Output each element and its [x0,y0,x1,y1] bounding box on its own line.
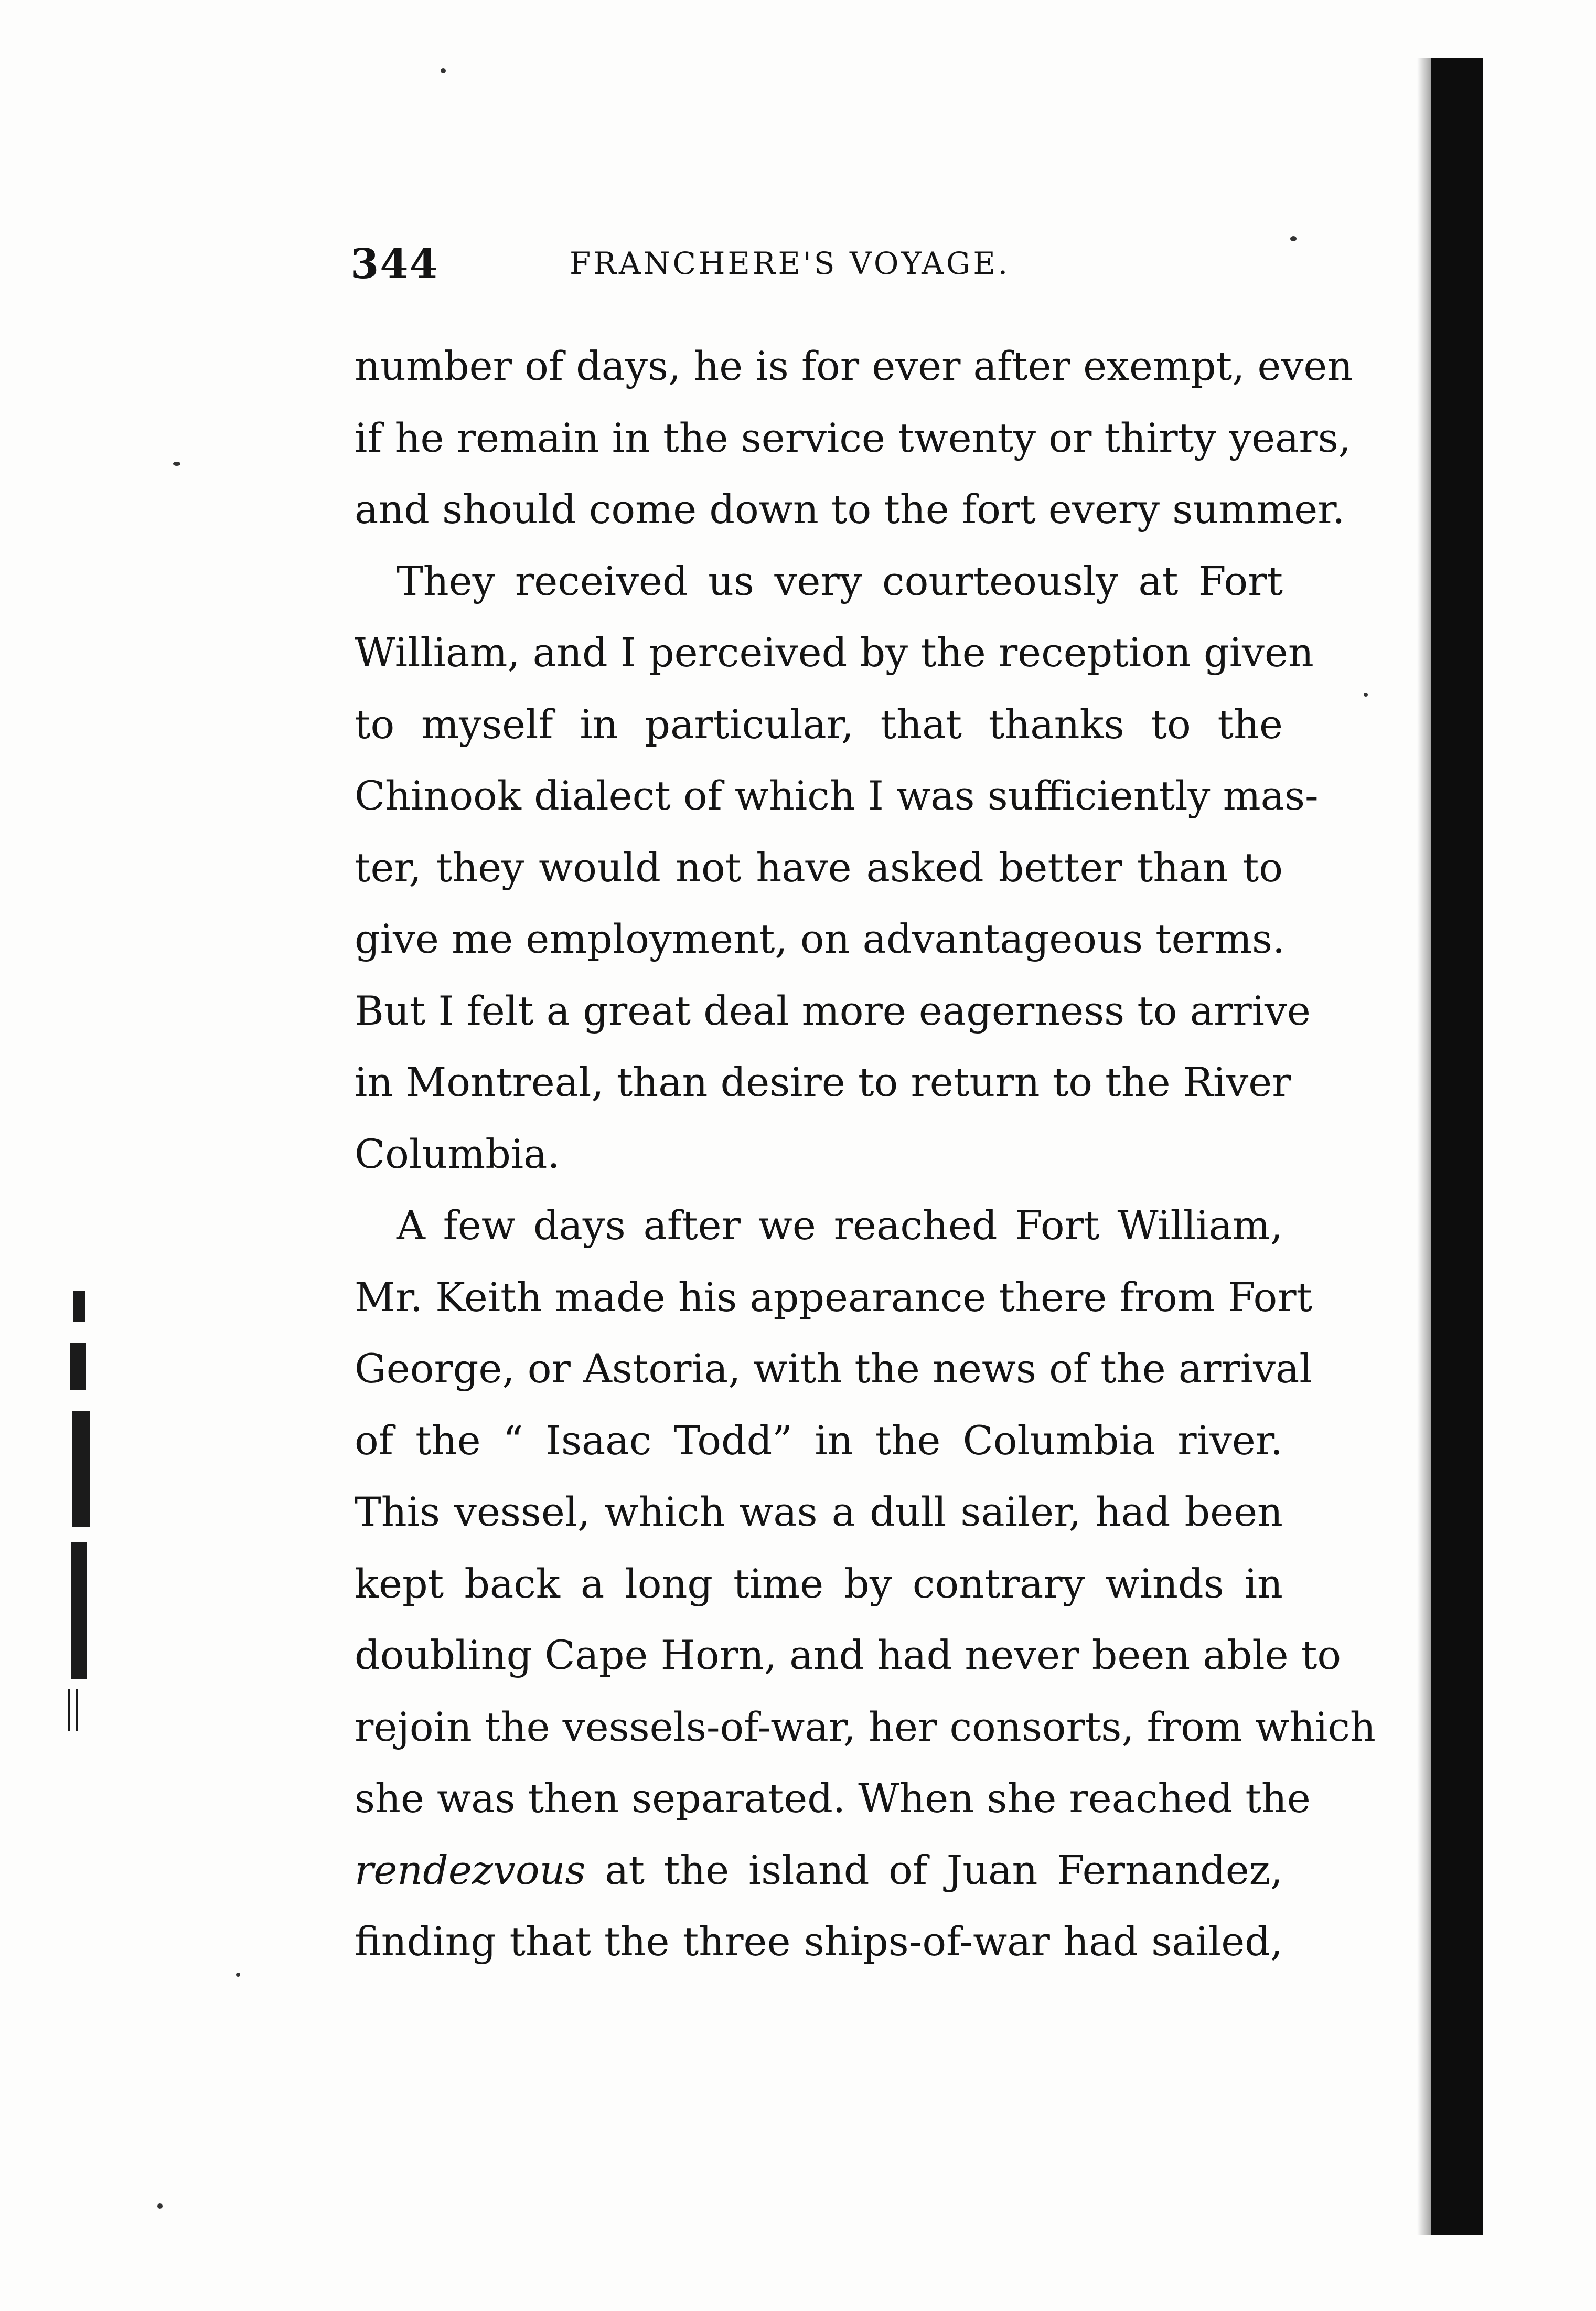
text-line: to myself in particular, that thanks to the [355,700,1283,748]
text-line: number of days, he is for ever after exempt, even [355,343,1353,389]
text-line: They received us very courteously at Fort [397,557,1283,604]
scan-artifacts [63,1270,100,1742]
text-line: and should come down to the fort every summer. [355,486,1345,533]
text-line: But I felt a great deal more eagerness to arrive [355,987,1311,1034]
text-line: This vessel, which was a dull sailer, had been [355,1488,1283,1535]
text-line: if he remain in the service twenty or thirty years, [355,414,1351,461]
text-line: Columbia. [355,1130,560,1177]
running-head: FRANCHERE'S VOYAGE. [570,246,1011,281]
speck [157,2203,163,2209]
text-line: rejoin the vessels-of-war, her consorts, from which [355,1703,1376,1750]
speck [1364,693,1368,697]
text-line: of the “ Isaac Todd” in the Columbia river. [355,1417,1283,1464]
text-line: ter, they would not have asked better than to [355,844,1283,891]
body-text [355,331,1376,1978]
text-line [355,1835,1283,1907]
text-line: she was then separated. When she reached the [355,1775,1311,1822]
text-line: give me employment, on advantageous terms. [355,915,1286,962]
speck [173,462,180,466]
text-line: doubling Cape Horn, and had never been able to [355,1632,1342,1678]
text-fragment: at the island of Juan Fernandez, [585,1846,1283,1893]
text-line: in Montreal, than desire to return to the River [355,1059,1291,1105]
text-line: A few days after we reached Fort William, [397,1202,1283,1249]
speck [1290,236,1297,241]
text-line: George, or Astoria, with the news of the arrival [355,1345,1312,1392]
italic-word: rendezvous [355,1846,586,1893]
text-line: Mr. Keith made his appearance there from Fort [355,1273,1313,1320]
text-line: William, and I perceived by the reception given [355,629,1314,676]
speck [236,1973,240,1977]
page-number: 344 [350,240,439,288]
text-line: kept back a long time by contrary winds in [355,1560,1283,1607]
binding-shadow [1431,58,1483,2235]
text-line: finding that the three ships-of-war had sailed, [355,1918,1283,1965]
speck [441,68,446,73]
text-line: Chinook dialect of which I was sufficiently mas- [355,772,1319,819]
page-header [350,240,1273,298]
